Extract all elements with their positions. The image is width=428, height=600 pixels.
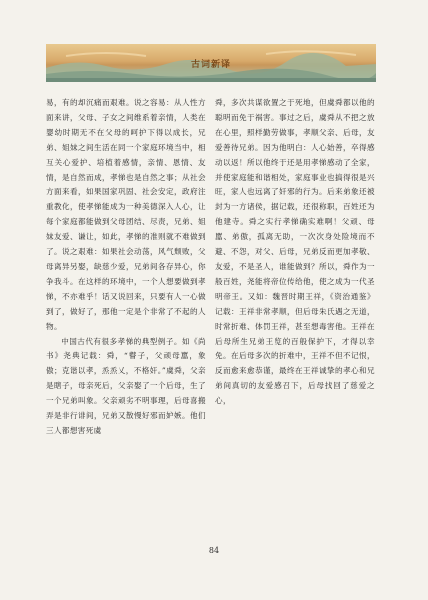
- right-column: [215, 96, 375, 409]
- left-paragraph-1: 易，有的却沉痛而艰难。说之容易：从人性方面来讲，父母、子女之间维系着亲情，人类在婴幼时期无不在父母的呵护下得以成长，兄弟、姐妹之间生活在同一个家庭环境当中，相互关心爱护、培植着感情，亲情、恩情、友情，是自然而成，孝悌也是自然之事；从社会方面来看，如果国家巩固、社会安定，政府注重教化，使孝悌能成为一种美德深入人心，让每个家庭都能做到父母团结、尽责，兄弟、姐妹友爱、谦让，如此，孝悌的准则就不难做到了。说之艰难：如果社会动荡，风气颓败，父母离异另娶，缺慈少爱，兄弟间各存异心，你争我斗。在这样的环境中，一个人想要做到孝悌，不亦难乎！话又说回来，只要有人一心做到了，做好了，那他一定是个非常了不起的人物。: [46, 98, 206, 331]
- right-paragraph-1: 舜，多次共谋欲置之于死地，但虞舜都以他的聪明而免于祸害。事过之后，虞舜从不把之放在心里，照样勤劳做事，孝顺父亲、后母，友爱善待兄弟。因为他明白：人心始善，卒得感动以返！所以他终于还是用孝悌感动了全家，并使家庭能和谐相处，家庭事业也搞得很是兴旺，家人也远离了奸邪的行为。后来弟象还被封为一方诸侯，据记载，还很称职，百姓还为他建寺。舜之实行孝悌确实难啊！父顽、母嚚、弟傲，孤离无助，一次次身处险境而不避、不怨，对父、后母，兄弟反而更加孝敬、友爱，不是圣人，谁能做到？所以，舜作为一般百姓，尧能将帝位传给他，使之成为一代圣明帝王。又如：魏晋时期王祥，《资治通鉴》记载：王祥非常孝顺，但后母朱氏遇之无道，时常折难、体罚王祥，甚至想毒害他。王祥在后母所生兄弟王览的百般保护下，才得以幸免。在后母多次的折难中，王祥不但不记恨，反而愈来愈恭谨，最终在王祥诚挚的孝心和兄弟间真切的友爱感召下，后母找回了慈爱之心，: [215, 98, 375, 406]
- page-number: 84: [208, 546, 220, 555]
- left-paragraph-2: 中国古代有很多孝悌的典型例子。如《尚书》尧典记载：舜，“瞽子，父顽母嚚，象傲；克谐以孝，烝烝乂，不格奸。”虞舜，父亲是瞎子，母亲死后，父亲娶了一个后母，生了一个兄弟叫象。父亲顽劣不明事理，后母喜搬弄是非行诽间，兄弟又散慢好邪而妒嫉。他们三人都想害死虞: [46, 336, 206, 435]
- banner-title: 古词新译: [190, 60, 231, 70]
- section-banner: [46, 44, 376, 82]
- left-column: [46, 96, 206, 439]
